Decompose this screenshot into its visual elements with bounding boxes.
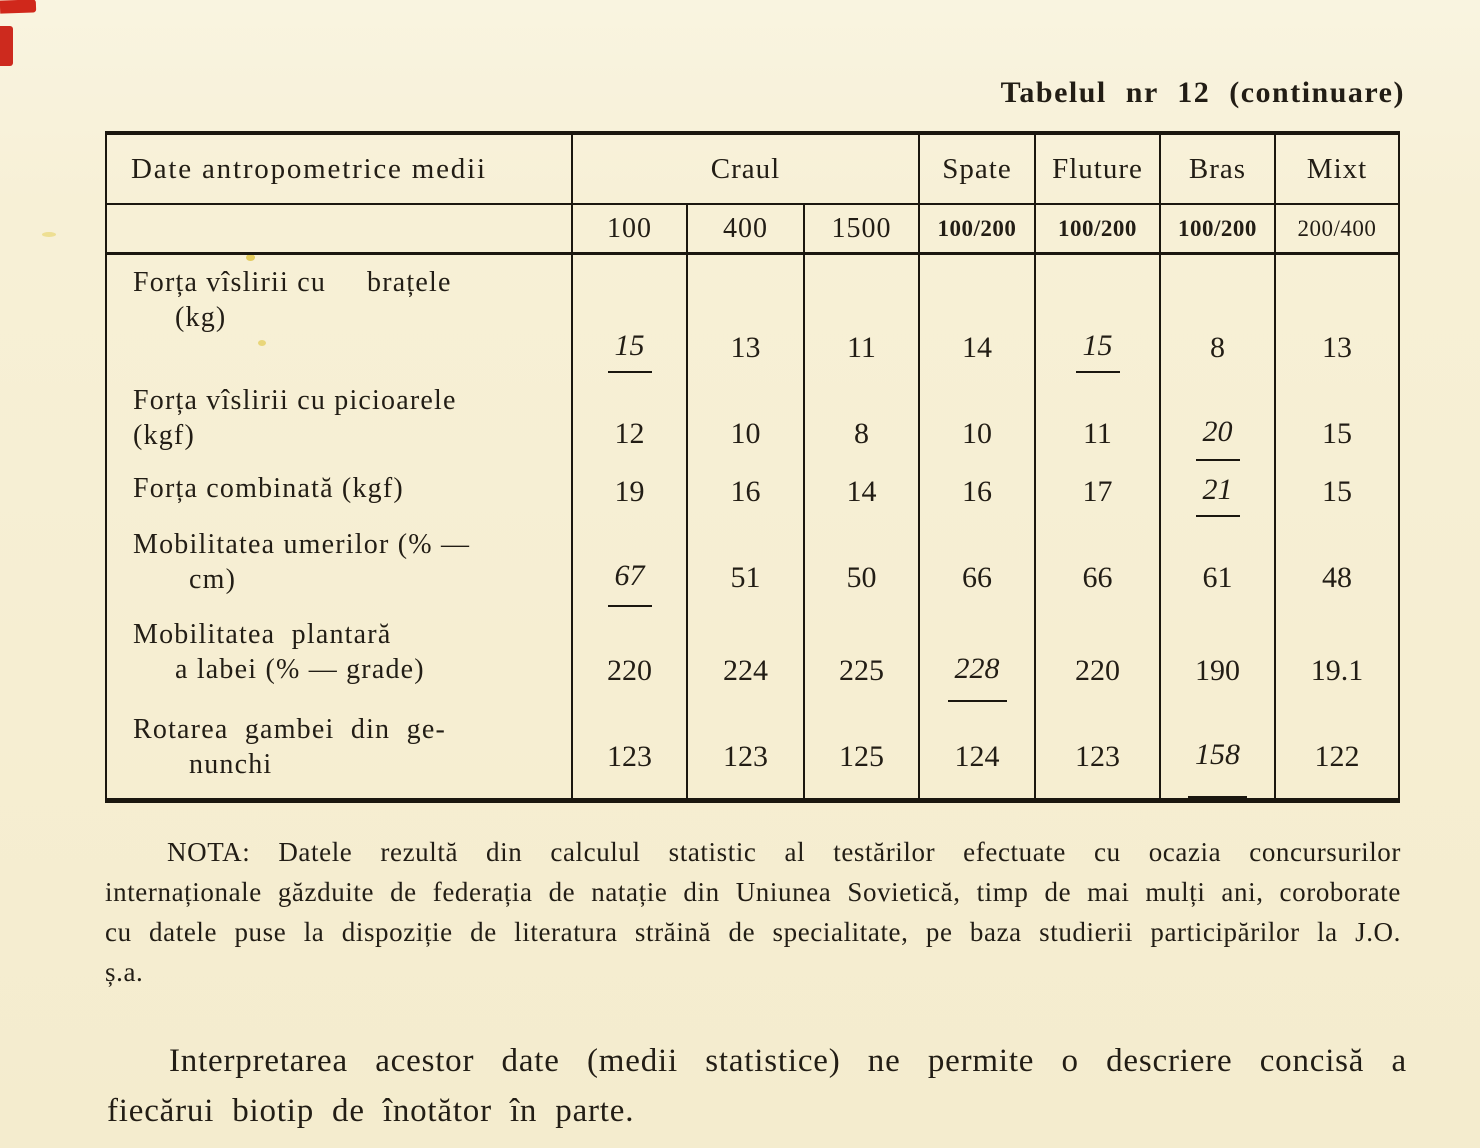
value-cell: 50: [805, 517, 920, 607]
row-label: Forța vîslirii cu brațele (kg): [107, 255, 573, 373]
value-cell: 225: [805, 607, 920, 702]
value-cell: 15: [573, 255, 688, 373]
value-cell: 220: [573, 607, 688, 702]
subheader-1500: 1500: [805, 205, 920, 255]
value-cell: 13: [688, 255, 805, 373]
column-group-craul: Craul: [573, 135, 920, 205]
value-cell: 51: [688, 517, 805, 607]
value-cell: 19: [573, 461, 688, 517]
value-cell: 228: [920, 607, 1036, 702]
value-cell: 220: [1036, 607, 1161, 702]
value-cell: 15: [1322, 417, 1352, 450]
value-cell: 15: [1036, 255, 1161, 373]
red-scan-mark-top: [0, 0, 36, 14]
value-cell: 125: [805, 702, 920, 798]
anthropometric-data-table: [105, 131, 1400, 803]
page-title: Tabelul nr 12 (continuare): [1000, 76, 1405, 109]
row-label: Rotarea gambei din ge- nunchi: [107, 702, 573, 798]
value-cell: 66: [1036, 517, 1161, 607]
subheader-100: 100: [573, 205, 688, 255]
value-cell: 16: [688, 461, 805, 517]
value-cell: 224: [688, 607, 805, 702]
value-cell: 13: [1322, 331, 1352, 364]
value-cell: 158: [1161, 702, 1276, 798]
value-cell: 123: [688, 702, 805, 798]
value-cell: 10: [920, 373, 1036, 461]
value-cell: 8: [805, 373, 920, 461]
value-cell: 67: [573, 517, 688, 607]
column-group-mixt: Mixt: [1276, 135, 1398, 205]
row-label: Forța vîslirii cu picioarele (kgf): [107, 373, 573, 461]
value-cell: 14: [805, 461, 920, 517]
paper-speck: [42, 232, 56, 237]
column-group-spate: Spate: [920, 135, 1036, 205]
subheader-fluture-100-200: 100/200: [1036, 205, 1161, 255]
subheader-mixt-200-400: 200/400: [1276, 205, 1398, 255]
value-cell: 14: [920, 255, 1036, 373]
row-label: Forța combinată (kgf): [107, 461, 573, 517]
column-group-bras: Bras: [1161, 135, 1276, 205]
value-cell: 190: [1161, 607, 1276, 702]
value-cell: 12: [573, 373, 688, 461]
corner-header: Date antropometrice medii: [107, 135, 573, 205]
subheader-bras-100-200: 100/200: [1161, 205, 1276, 255]
value-cell: 123: [573, 702, 688, 798]
note-text: NOTA: Datele rezultă din calculul statistic al testărilor efectuate cu ocazia concursurilor internaționale găzduite de federația de natație din Uniunea Sovietică, timp de mai mulți ani, coroborate cu datele puse la dispoziție de literatura străină de specialitate, pe baza studierii participărilor la J.O. ș.a.: [105, 837, 1401, 987]
red-scan-mark-left: [0, 26, 13, 66]
value-cell: 11: [805, 255, 920, 373]
value-cell: 123: [1036, 702, 1161, 798]
subheader-400: 400: [688, 205, 805, 255]
value-cell: 124: [920, 702, 1036, 798]
value-cell: 19.1: [1310, 654, 1364, 687]
value-cell: 17: [1036, 461, 1161, 517]
subheader-spate-100-200: 100/200: [920, 205, 1036, 255]
value-cell: 15: [1322, 475, 1352, 508]
value-cell: 48: [1322, 561, 1352, 594]
body-paragraph: Interpretarea acestor date (medii statistice) ne permite o descriere concisă a fiecărui biotip de înotător în parte.: [107, 1043, 1407, 1129]
value-cell: 61: [1161, 517, 1276, 607]
value-cell: 66: [920, 517, 1036, 607]
column-group-fluture: Fluture: [1036, 135, 1161, 205]
value-cell: 10: [688, 373, 805, 461]
value-cell: 8: [1161, 255, 1276, 373]
corner-header-empty: [107, 205, 573, 255]
value-cell: 20: [1161, 373, 1276, 461]
value-cell: 11: [1036, 373, 1161, 461]
value-cell: 21: [1161, 461, 1276, 517]
row-label: Mobilitatea plantară a labei (% — grade): [107, 607, 573, 702]
value-cell: 16: [920, 461, 1036, 517]
value-cell: 122: [1314, 740, 1360, 773]
row-label: Mobilitatea umerilor (% — cm): [107, 517, 573, 607]
